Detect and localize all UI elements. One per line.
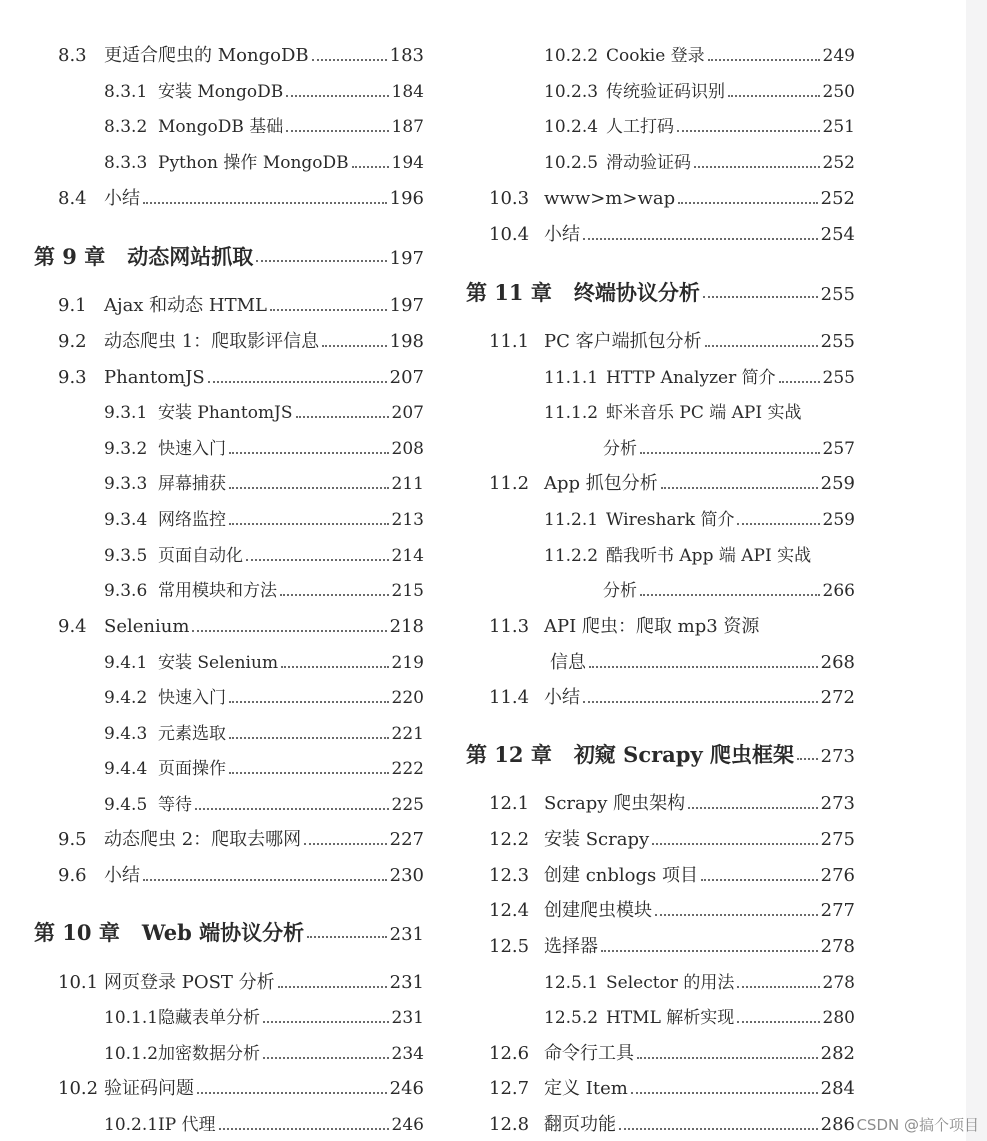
dot-leader xyxy=(229,523,389,525)
dot-leader xyxy=(601,950,818,952)
dot-leader xyxy=(229,701,389,703)
toc-title: Scrapy 爬虫架构 xyxy=(544,793,686,814)
toc-entry xyxy=(544,507,855,533)
dot-leader xyxy=(708,59,820,61)
dot-leader xyxy=(286,130,388,132)
toc-page-number: 222 xyxy=(391,759,424,779)
toc-number: 10.2.1 xyxy=(104,1115,159,1135)
dot-leader xyxy=(583,701,818,703)
toc-title: 加密数据分析 xyxy=(158,1044,260,1064)
toc-number: 8.3.1 xyxy=(104,82,148,102)
toc-number: 11.2.1 xyxy=(544,510,599,530)
dot-leader xyxy=(229,452,389,454)
toc-number: 第 12 章 xyxy=(466,742,552,767)
toc-title: PC 客户端抓包分析 xyxy=(544,331,702,352)
toc-title: 终端协议分析 xyxy=(573,280,700,305)
toc-title: 动态爬虫 1：爬取影评信息 xyxy=(104,331,320,352)
toc-title: 安装 PhantomJS xyxy=(158,403,293,423)
toc-page-number: 207 xyxy=(389,367,424,388)
toc-entry xyxy=(489,863,855,889)
toc-entry xyxy=(489,186,855,212)
toc-number: 11.1.2 xyxy=(544,403,599,423)
toc-number: 9.3.4 xyxy=(104,510,148,530)
toc-entry xyxy=(58,614,424,640)
toc-page-number: 246 xyxy=(391,1115,424,1135)
toc-number: 第 11 章 xyxy=(466,280,552,305)
toc-entry xyxy=(104,114,424,140)
toc-entry xyxy=(104,543,424,569)
toc-page-number: 234 xyxy=(391,1044,424,1064)
dot-leader xyxy=(637,1057,818,1059)
dot-leader xyxy=(312,59,387,61)
toc-title: 快速入门 xyxy=(158,688,226,708)
toc-entry xyxy=(544,970,855,996)
toc-entry xyxy=(544,400,802,426)
toc-number: 9.3.5 xyxy=(104,546,148,566)
toc-title: PhantomJS xyxy=(104,367,205,388)
toc-entry xyxy=(544,543,811,569)
toc-title: IP 代理 xyxy=(158,1115,216,1135)
toc-title: Selenium xyxy=(104,616,190,637)
toc-number: 11.1.1 xyxy=(544,368,599,388)
toc-title: 创建 cnblogs 项目 xyxy=(544,865,698,886)
toc-title: 命令行工具 xyxy=(544,1043,634,1064)
dot-leader xyxy=(195,808,389,810)
toc-title: 传统验证码识别 xyxy=(606,82,725,102)
dot-leader xyxy=(583,238,818,240)
toc-number: 12.4 xyxy=(489,900,530,921)
dot-leader xyxy=(661,487,818,489)
dot-leader xyxy=(263,1057,389,1059)
dot-leader xyxy=(208,381,387,383)
toc-page-number: 278 xyxy=(820,936,855,957)
toc-number: 第 9 章 xyxy=(34,244,106,269)
toc-title: App 抓包分析 xyxy=(544,473,658,494)
toc-entry xyxy=(104,400,424,426)
toc-number: 9.1 xyxy=(58,295,87,316)
toc-number: 10.2.2 xyxy=(544,46,599,66)
toc-entry xyxy=(104,756,424,782)
dot-leader xyxy=(263,1021,389,1023)
toc-title: 元素选取 xyxy=(158,724,226,744)
toc-title: 小结 xyxy=(104,188,140,209)
toc-chapter-entry xyxy=(466,278,855,308)
toc-number: 8.3.2 xyxy=(104,117,148,137)
dot-leader xyxy=(737,1021,819,1023)
toc-number: 9.2 xyxy=(58,331,87,352)
toc-entry xyxy=(544,1005,855,1031)
toc-page-number: 230 xyxy=(389,865,424,886)
toc-entry xyxy=(544,43,855,69)
dot-leader xyxy=(655,914,818,916)
toc-title: 安装 Scrapy xyxy=(544,829,650,850)
toc-page-number: 221 xyxy=(391,724,424,744)
dot-leader xyxy=(701,879,818,881)
toc-title: 选择器 xyxy=(544,936,598,957)
toc-number: 11.3 xyxy=(489,616,530,637)
dot-leader xyxy=(631,1092,818,1094)
toc-number: 10.3 xyxy=(489,188,530,209)
toc-number: 11.1 xyxy=(489,331,530,352)
toc-entry xyxy=(544,365,855,391)
toc-page-number: 282 xyxy=(820,1043,855,1064)
toc-page-number: 183 xyxy=(389,45,424,66)
toc-title: 创建爬虫模块 xyxy=(544,900,652,921)
dot-leader xyxy=(304,843,386,845)
toc-entry xyxy=(489,827,855,853)
toc-page-number: 277 xyxy=(820,900,855,921)
toc-number: 10.2.5 xyxy=(544,153,599,173)
dot-leader xyxy=(296,416,389,418)
dot-leader xyxy=(143,879,387,881)
toc-title: 分析 xyxy=(603,439,637,459)
toc-number: 9.3 xyxy=(58,367,87,388)
toc-entry xyxy=(104,150,424,176)
dot-leader xyxy=(677,130,820,132)
toc-title: 快速入门 xyxy=(158,439,226,459)
toc-entry xyxy=(104,436,424,462)
toc-title: 更适合爬虫的 MongoDB xyxy=(104,45,309,66)
toc-number: 11.4 xyxy=(489,687,530,708)
toc-title: 动态爬虫 2：爬取去哪网 xyxy=(104,829,302,850)
toc-entry xyxy=(544,79,855,105)
toc-title: 动态网站抓取 xyxy=(127,244,254,269)
toc-page-number: 278 xyxy=(822,973,855,993)
toc-entry xyxy=(104,471,424,497)
toc-title: 小结 xyxy=(544,687,580,708)
toc-page-number: 208 xyxy=(391,439,424,459)
toc-page-number: 184 xyxy=(391,82,424,102)
toc-number: 9.4 xyxy=(58,616,87,637)
toc-title: 小结 xyxy=(104,865,140,886)
toc-entry xyxy=(58,43,424,69)
toc-number: 9.3.1 xyxy=(104,403,148,423)
dot-leader xyxy=(688,807,817,809)
dot-leader xyxy=(737,986,819,988)
toc-page-number: 197 xyxy=(389,295,424,316)
toc-number: 12.3 xyxy=(489,865,530,886)
toc-title: Ajax 和动态 HTML xyxy=(104,295,267,316)
dot-leader xyxy=(219,1128,389,1130)
toc-entry xyxy=(58,1076,424,1102)
toc-number: 10.1 xyxy=(58,972,99,993)
dot-leader xyxy=(779,381,820,383)
toc-title: HTML 解析实现 xyxy=(606,1008,735,1028)
toc-entry xyxy=(58,863,424,889)
toc-number: 9.4.2 xyxy=(104,688,148,708)
toc-title: 定义 Item xyxy=(544,1078,628,1099)
dot-leader xyxy=(307,936,387,938)
toc-page-number: 255 xyxy=(820,284,855,305)
toc-title: 常用模块和方法 xyxy=(158,581,277,601)
toc-title: 虾米音乐 PC 端 API 实战 xyxy=(606,403,802,423)
dot-leader xyxy=(229,772,389,774)
toc-title: 安装 Selenium xyxy=(158,653,279,673)
toc-title: 网页登录 POST 分析 xyxy=(104,972,275,993)
dot-leader xyxy=(694,166,820,168)
dot-leader xyxy=(678,202,818,204)
toc-page-number: 257 xyxy=(822,439,855,459)
toc-number: 9.4.4 xyxy=(104,759,148,779)
toc-entry xyxy=(489,329,855,355)
toc-title: Cookie 登录 xyxy=(606,46,705,66)
toc-page-number: 250 xyxy=(822,82,855,102)
toc-number: 12.5 xyxy=(489,936,530,957)
toc-page-number: 251 xyxy=(822,117,855,137)
toc-page-number: 252 xyxy=(822,153,855,173)
toc-page-number: 255 xyxy=(822,368,855,388)
toc-title: Python 操作 MongoDB xyxy=(158,153,349,173)
toc-page-number: 275 xyxy=(820,829,855,850)
toc-title: www>m>wap xyxy=(544,188,676,209)
toc-page-number: 254 xyxy=(820,224,855,245)
toc-entry xyxy=(489,471,855,497)
toc-page-number: 219 xyxy=(391,653,424,673)
toc-page-number: 272 xyxy=(820,687,855,708)
toc-entry xyxy=(58,186,424,212)
dot-leader xyxy=(197,1092,387,1094)
toc-entry xyxy=(104,650,424,676)
toc-entry xyxy=(104,79,424,105)
toc-entry xyxy=(58,365,424,391)
dot-leader xyxy=(728,95,820,97)
toc-page-number: 225 xyxy=(391,795,424,815)
toc-page-number: 207 xyxy=(391,403,424,423)
toc-entry xyxy=(58,970,424,996)
toc-page-number: 231 xyxy=(391,1008,424,1028)
toc-entry xyxy=(104,685,424,711)
toc-number: 12.5.1 xyxy=(544,973,599,993)
toc-title: 分析 xyxy=(603,581,637,601)
toc-page-number: 231 xyxy=(389,924,424,945)
toc-title: API 爬虫：爬取 mp3 资源 xyxy=(544,616,760,637)
toc-entry xyxy=(58,293,424,319)
toc-number: 9.4.1 xyxy=(104,653,148,673)
dot-leader xyxy=(705,345,818,347)
toc-entry xyxy=(603,436,855,462)
toc-page-number: 249 xyxy=(822,46,855,66)
dot-leader xyxy=(737,523,819,525)
toc-page-number: 197 xyxy=(389,248,424,269)
toc-page-number: 266 xyxy=(822,581,855,601)
toc-entry xyxy=(544,150,855,176)
toc-entry xyxy=(104,1112,424,1138)
toc-page-number: 220 xyxy=(391,688,424,708)
toc-entry xyxy=(550,650,855,676)
toc-page-number: 211 xyxy=(391,474,424,494)
toc-number: 9.5 xyxy=(58,829,87,850)
toc-page-number: 215 xyxy=(391,581,424,601)
toc-title: 初窥 Scrapy 爬虫框架 xyxy=(573,742,794,767)
toc-number: 8.4 xyxy=(58,188,87,209)
dot-leader xyxy=(286,95,388,97)
toc-title: 屏幕捕获 xyxy=(158,474,226,494)
toc-title: MongoDB 基础 xyxy=(158,117,284,137)
toc-page-number: 276 xyxy=(820,865,855,886)
toc-number: 12.1 xyxy=(489,793,530,814)
toc-page-number: 273 xyxy=(820,746,855,767)
toc-page-number: 286 xyxy=(820,1114,855,1135)
toc-number: 12.5.2 xyxy=(544,1008,599,1028)
dot-leader xyxy=(640,594,820,596)
toc-entry xyxy=(104,792,424,818)
toc-title: 滑动验证码 xyxy=(606,153,691,173)
toc-page-number: 246 xyxy=(389,1078,424,1099)
toc-page-number: 227 xyxy=(389,829,424,850)
toc-entry xyxy=(544,114,855,140)
toc-entry xyxy=(489,934,855,960)
dot-leader xyxy=(143,202,387,204)
dot-leader xyxy=(246,559,389,561)
toc-number: 8.3.3 xyxy=(104,153,148,173)
toc-title: 信息 xyxy=(550,652,586,673)
toc-entry xyxy=(489,898,855,924)
dot-leader xyxy=(797,758,818,760)
dot-leader xyxy=(652,843,817,845)
toc-number: 9.3.3 xyxy=(104,474,148,494)
toc-number: 11.2.2 xyxy=(544,546,599,566)
toc-entry xyxy=(104,1041,424,1067)
toc-title: 网络监控 xyxy=(158,510,226,530)
toc-number: 12.7 xyxy=(489,1078,530,1099)
dot-leader xyxy=(256,260,386,262)
toc-title: 页面操作 xyxy=(158,759,226,779)
toc-number: 10.2.4 xyxy=(544,117,599,137)
toc-page-number: 268 xyxy=(820,652,855,673)
toc-title: 酷我听书 App 端 API 实战 xyxy=(606,546,812,566)
toc-title: 页面自动化 xyxy=(158,546,243,566)
toc-number: 10.1.2 xyxy=(104,1044,159,1064)
dot-leader xyxy=(619,1128,818,1130)
toc-number: 9.3.6 xyxy=(104,581,148,601)
toc-number: 10.4 xyxy=(489,224,530,245)
dot-leader xyxy=(192,630,386,632)
toc-entry xyxy=(603,578,855,604)
toc-number: 12.8 xyxy=(489,1114,530,1135)
toc-title: 安装 MongoDB xyxy=(158,82,284,102)
toc-number: 9.6 xyxy=(58,865,87,886)
toc-page-number: 252 xyxy=(820,188,855,209)
dot-leader xyxy=(703,296,818,298)
dot-leader xyxy=(640,452,820,454)
toc-entry xyxy=(104,721,424,747)
toc-page-number: 213 xyxy=(391,510,424,530)
toc-entry xyxy=(489,685,855,711)
toc-chapter-entry xyxy=(34,242,424,272)
toc-page-number: 187 xyxy=(391,117,424,137)
toc-entry xyxy=(104,578,424,604)
toc-entry xyxy=(489,222,855,248)
dot-leader xyxy=(270,309,387,311)
toc-entry xyxy=(104,1005,424,1031)
dot-leader xyxy=(281,666,388,668)
toc-chapter-entry xyxy=(34,918,424,948)
dot-leader xyxy=(278,986,387,988)
toc-number: 12.6 xyxy=(489,1043,530,1064)
toc-page-number: 194 xyxy=(391,153,424,173)
toc-number: 11.2 xyxy=(489,473,530,494)
dot-leader xyxy=(229,737,389,739)
toc-number: 10.2.3 xyxy=(544,82,599,102)
toc-number: 8.3 xyxy=(58,45,87,66)
toc-page-number: 218 xyxy=(389,616,424,637)
toc-entry xyxy=(489,1041,855,1067)
toc-entry xyxy=(104,507,424,533)
toc-number: 10.2 xyxy=(58,1078,99,1099)
toc-number: 9.4.3 xyxy=(104,724,148,744)
toc-title: 翻页功能 xyxy=(544,1114,616,1135)
toc-entry xyxy=(489,614,759,640)
toc-page-number: 273 xyxy=(820,793,855,814)
toc-title: 等待 xyxy=(158,795,192,815)
dot-leader xyxy=(229,487,389,489)
toc-title: Selector 的用法 xyxy=(606,973,735,993)
watermark: CSDN @搞个项目 xyxy=(856,1116,979,1134)
toc-number: 9.3.2 xyxy=(104,439,148,459)
toc-title: Web 端协议分析 xyxy=(141,920,305,945)
toc-number: 12.2 xyxy=(489,829,530,850)
toc-entry xyxy=(489,1112,855,1138)
toc-entry xyxy=(58,329,424,355)
toc-number: 9.4.5 xyxy=(104,795,148,815)
dot-leader xyxy=(589,666,818,668)
toc-page-number: 255 xyxy=(820,331,855,352)
dot-leader xyxy=(322,345,386,347)
toc-page-number: 198 xyxy=(389,331,424,352)
dot-leader xyxy=(352,166,389,168)
toc-title: 人工打码 xyxy=(606,117,674,137)
toc-number: 10.1.1 xyxy=(104,1008,159,1028)
toc-page-number: 214 xyxy=(391,546,424,566)
toc-title: Wireshark 简介 xyxy=(606,510,735,530)
toc-number: 第 10 章 xyxy=(34,920,120,945)
toc-chapter-entry xyxy=(466,740,855,770)
toc-title: 验证码问题 xyxy=(104,1078,194,1099)
toc-entry xyxy=(489,791,855,817)
toc-entry xyxy=(489,1076,855,1102)
toc-page-number: 196 xyxy=(389,188,424,209)
toc-title: HTTP Analyzer 简介 xyxy=(606,368,776,388)
dot-leader xyxy=(280,594,389,596)
toc-page-number: 259 xyxy=(820,473,855,494)
toc-title: 小结 xyxy=(544,224,580,245)
toc-page-number: 280 xyxy=(822,1008,855,1028)
toc-entry xyxy=(58,827,424,853)
toc-page-number: 284 xyxy=(820,1078,855,1099)
toc-page-number: 231 xyxy=(389,972,424,993)
toc-page-number: 259 xyxy=(822,510,855,530)
toc-title: 隐藏表单分析 xyxy=(158,1008,260,1028)
